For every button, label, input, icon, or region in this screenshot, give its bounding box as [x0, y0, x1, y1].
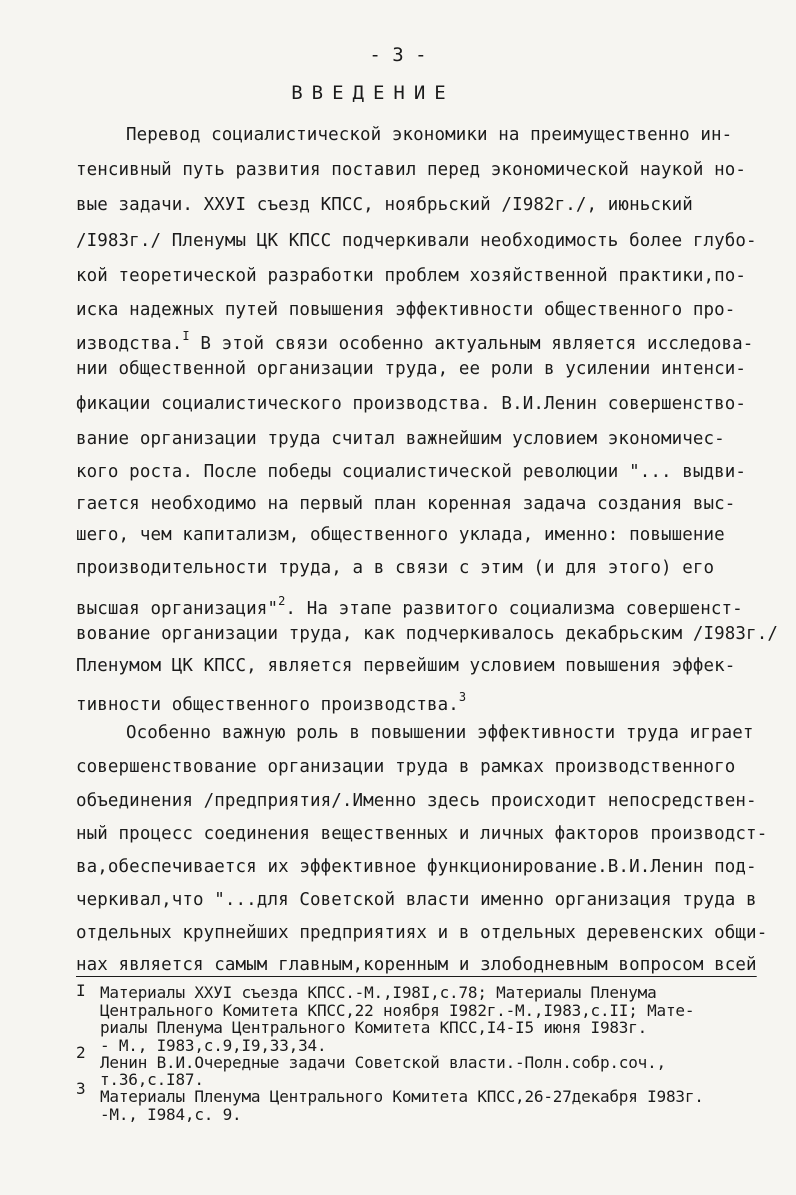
page-number: - 3 - [369, 44, 427, 66]
line-text: изводства. [76, 334, 183, 354]
paragraph-1-line-1: Перевод социалистической экономики на преимущественно ин- [126, 125, 733, 145]
paragraph-1-line-5: кой теоретической разработки проблем хозяйственной практики,по- [76, 266, 747, 286]
footnote-1-mark: I [76, 981, 86, 1000]
section-heading: ВВЕДЕНИЕ [291, 82, 455, 104]
footnote-3-line-2: -М., I984,с. 9. [100, 1105, 242, 1124]
paragraph-1-line-10: вание организации труда считал важнейшим условием экономичес- [76, 429, 725, 449]
paragraph-1-line-6: иска надежных путей повышения эффективности общественного про- [76, 300, 736, 320]
footnote-1-line-2: Центрального Комитета КПСС,22 ноября I982г.-М.,I983,с.II; Мате- [100, 1001, 695, 1020]
line-text: тивности общественного производства. [76, 695, 459, 715]
paragraph-2-line-1: Особенно важную роль в повышении эффективности труда играет [126, 723, 754, 743]
footnote-ref-1: I [182, 329, 190, 343]
footnote-3-line-1: Материалы Пленума Центрального Комитета КПСС,26-27декабря I983г. [100, 1087, 704, 1106]
line-text: В этой связи особенно актуальным является исследова- [189, 334, 754, 354]
paragraph-1-line-18 [76, 686, 466, 716]
footnote-2-line-1: Ленин В.И.Очередные задачи Советской власти.-Полн.собр.соч., [100, 1053, 666, 1072]
line-text: высшая организация" [76, 599, 279, 619]
paragraph-1-line-16: вование организации труда, как подчеркивалось декабрьским /I983г./ [76, 624, 778, 644]
paragraph-2-line-8: нах является самым главным,коренным и злободневным вопросом всей [76, 955, 757, 975]
paragraph-2-line-3: объединения /предприятия/.Именно здесь происходит непосредствен- [76, 791, 757, 811]
line-text: . На этапе развитого социализма совершенст- [285, 599, 743, 619]
paragraph-1-line-12: гается необходимо на первый план коренная задача создания выс- [76, 494, 736, 514]
paragraph-2-line-4: ный процесс соединения вещественных и личных факторов производст- [76, 824, 768, 844]
paragraph-2-line-5: ва,обеспечивается их эффективное функционирование.В.И.Ленин под- [76, 857, 757, 877]
paragraph-1-line-4: /I983г./ Пленумы ЦК КПСС подчеркивали необходимость более глубо- [76, 231, 757, 251]
footnote-2-mark: 2 [76, 1043, 86, 1062]
paragraph-1-line-9: фикации социалистического производства. В.И.Ленин совершенство- [76, 394, 747, 414]
footnote-ref-3: 3 [458, 690, 467, 704]
paragraph-1-line-7 [76, 325, 753, 355]
paragraph-1-line-8: нии общественной организации труда, ее роли в усилении интенси- [76, 359, 747, 379]
footnote-1-line-4: - М., I983,с.9,I9,33,34. [100, 1036, 327, 1055]
footnote-1-line-1: Материалы ХХУI съезда КПСС.-М.,I98I,с.78; Материалы Пленума [100, 983, 657, 1002]
paragraph-1-line-17: Пленумом ЦК КПСС, является первейшим условием повышения эффек- [76, 656, 736, 676]
footnote-ref-2: 2 [278, 594, 286, 608]
paragraph-1-line-15 [76, 590, 743, 620]
paragraph-1-line-3: вые задачи. ХХУI съезд КПСС, ноябрьский /I982г./, июньский [76, 195, 693, 215]
paragraph-1-line-2: тенсивный путь развития поставил перед экономической наукой но- [76, 160, 747, 180]
footnote-2-line-2: т.36,с.I87. [100, 1070, 204, 1089]
paragraph-2-line-7: отдельных крупнейших предприятиях и в отдельных деревенских общи- [76, 923, 768, 943]
paragraph-1-line-11: кого роста. После победы социалистической революции "... выдви- [76, 462, 747, 482]
paragraph-2-line-2: совершенствование организации труда в рамках производственного [76, 757, 736, 777]
footnote-3-mark: 3 [76, 1079, 86, 1098]
paragraph-2-line-6: черкивал,что "...для Советской власти именно организация труда в [76, 890, 757, 910]
paragraph-1-line-14: производительности труда, а в связи с этим (и для этого) его [76, 558, 715, 578]
footnote-1-line-3: риалы Пленума Центрального Комитета КПСС,I4-I5 июня I983г. [100, 1018, 648, 1037]
paragraph-1-line-13: шего, чем капитализм, общественного уклада, именно: повышение [76, 525, 725, 545]
